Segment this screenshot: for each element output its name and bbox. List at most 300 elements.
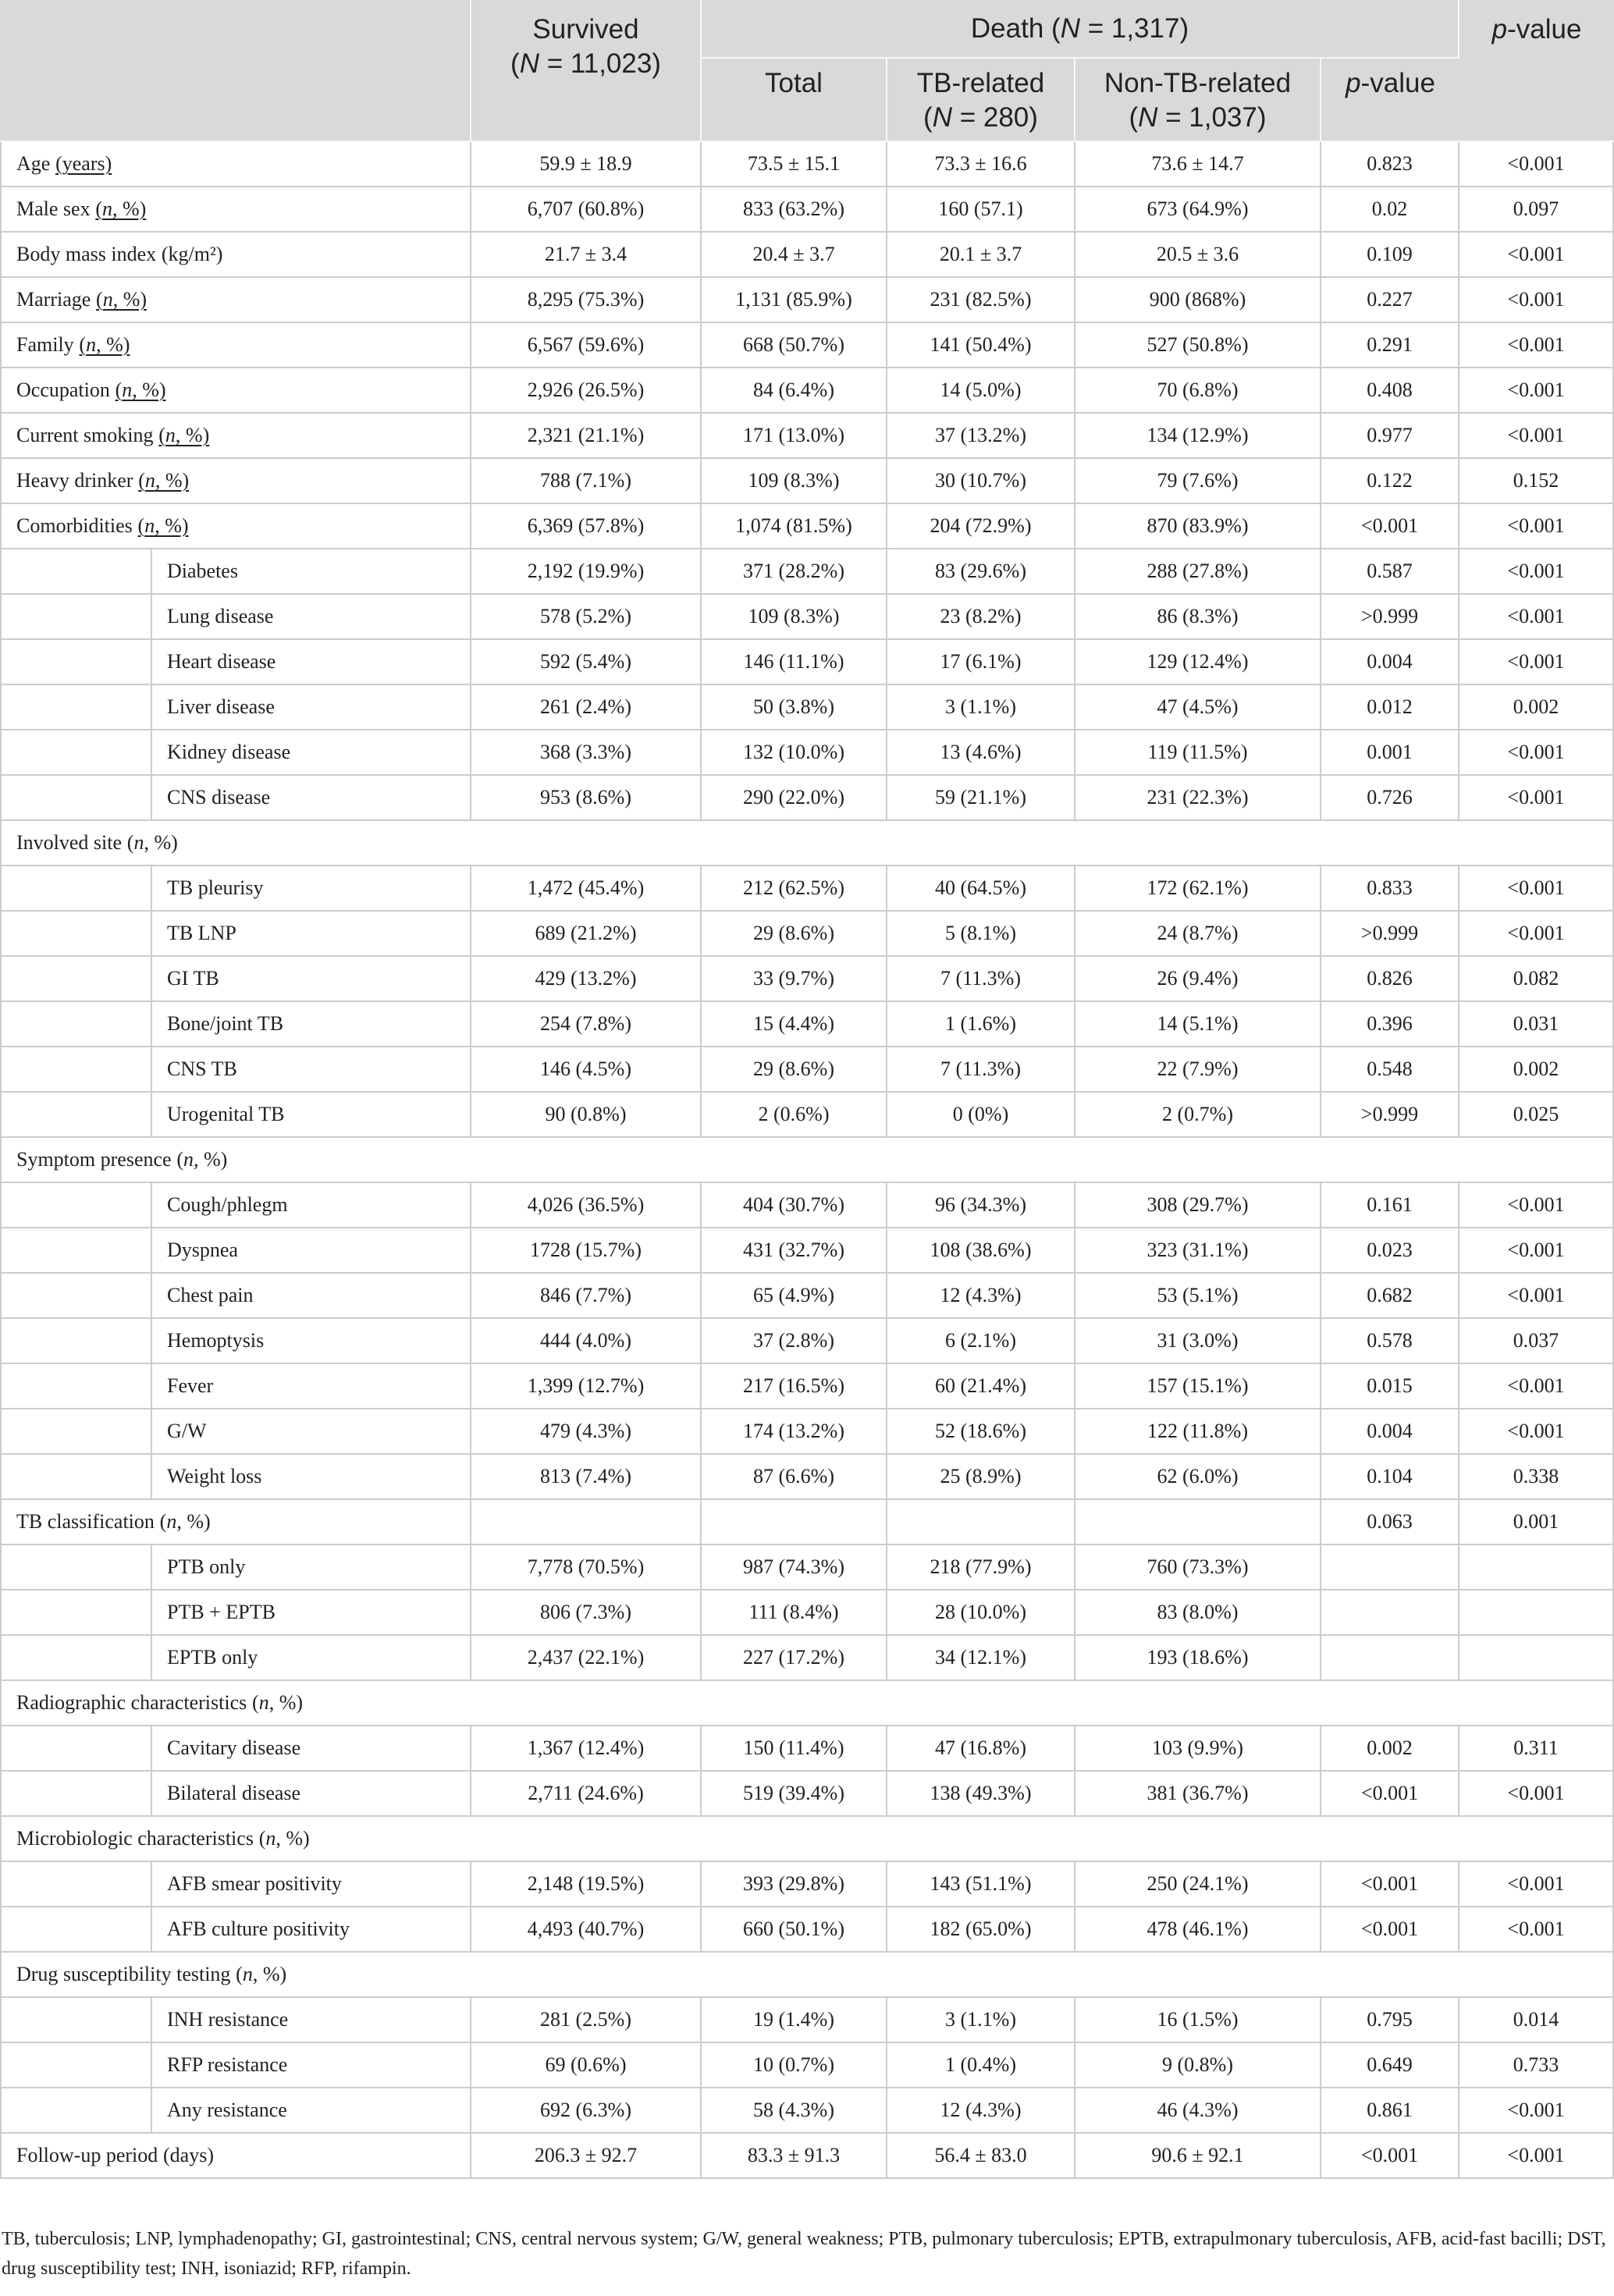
- cell-tb-related: 34 (12.1%): [887, 1636, 1075, 1681]
- cell-survived: 4,026 (36.5%): [471, 1183, 702, 1228]
- row-label-text: EPTB only: [167, 1646, 258, 1669]
- cell-p-value-overall: <0.001: [1459, 2134, 1614, 2179]
- cell-tb-related: 6 (2.1%): [887, 1319, 1075, 1364]
- cell-p-value-overall: 0.014: [1459, 1998, 1614, 2043]
- sub-row: [0, 1047, 1614, 1093]
- section-row: [0, 1138, 1614, 1183]
- table-row: [0, 414, 1614, 459]
- cell-tb-related: 5 (8.1%): [887, 912, 1075, 957]
- row-label-text: Involved site: [16, 831, 123, 854]
- row-label: [0, 1817, 1614, 1862]
- cell-survived: 6,707 (60.8%): [471, 187, 702, 233]
- row-label-text: Dyspnea: [167, 1239, 238, 1261]
- cell-p-value-death: 0.977: [1321, 414, 1459, 459]
- row-label-text: TB classification: [16, 1510, 155, 1533]
- row-label: [0, 233, 471, 278]
- cell-p-value-overall: <0.001: [1459, 142, 1614, 187]
- cell-p-value-overall: [1459, 1545, 1614, 1590]
- cell-p-value-overall: <0.001: [1459, 1228, 1614, 1274]
- cell-death-total: [702, 1500, 887, 1545]
- row-label-text: Symptom presence: [16, 1148, 172, 1171]
- italic-symbol: n: [133, 831, 144, 854]
- row-label-unit: (n, %): [158, 424, 210, 446]
- cell-p-value-death: 0.291: [1321, 323, 1459, 368]
- cell-death-total: 109 (8.3%): [702, 595, 887, 640]
- row-label: [152, 912, 471, 957]
- cell-non-tb-related: 22 (7.9%): [1075, 1047, 1321, 1093]
- sub-row: [0, 549, 1614, 595]
- cell-death-total: 132 (10.0%): [702, 730, 887, 776]
- row-label-text: Family: [16, 333, 74, 356]
- row-label-text: Hemoptysis: [167, 1329, 265, 1352]
- cell-non-tb-related: [1075, 1500, 1321, 1545]
- cell-death-total: 65 (4.9%): [702, 1274, 887, 1319]
- italic-symbol: n: [183, 1148, 194, 1171]
- row-label: [152, 1183, 471, 1228]
- cell-tb-related: 37 (13.2%): [887, 414, 1075, 459]
- cell-tb-related: 60 (21.4%): [887, 1364, 1075, 1409]
- row-label-text: Any resistance: [167, 2099, 287, 2121]
- italic-symbol: n: [122, 379, 133, 401]
- cell-p-value-overall: <0.001: [1459, 1862, 1614, 1907]
- cell-survived: 146 (4.5%): [471, 1047, 702, 1093]
- cell-tb-related: 141 (50.4%): [887, 323, 1075, 368]
- cell-p-value-overall: 0.733: [1459, 2043, 1614, 2088]
- cell-p-value-death: 0.001: [1321, 730, 1459, 776]
- cell-tb-related: 20.1 ± 3.7: [887, 233, 1075, 278]
- row-label-text: Comorbidities: [16, 514, 133, 537]
- cell-non-tb-related: 73.6 ± 14.7: [1075, 142, 1321, 187]
- cell-p-value-overall: <0.001: [1459, 233, 1614, 278]
- cell-p-value-death: 0.023: [1321, 1228, 1459, 1274]
- cell-non-tb-related: 129 (12.4%): [1075, 640, 1321, 685]
- cell-non-tb-related: 70 (6.8%): [1075, 368, 1321, 414]
- cell-death-total: 212 (62.5%): [702, 866, 887, 912]
- cell-non-tb-related: 870 (83.9%): [1075, 504, 1321, 549]
- row-label: [152, 957, 471, 1002]
- cell-tb-related: 73.3 ± 16.6: [887, 142, 1075, 187]
- italic-symbol: n: [166, 1510, 177, 1533]
- cell-p-value-overall: 0.097: [1459, 187, 1614, 233]
- italic-symbol: n: [265, 1827, 276, 1850]
- cell-death-total: 19 (1.4%): [702, 1998, 887, 2043]
- cell-survived: 1728 (15.7%): [471, 1228, 702, 1274]
- row-label: [0, 459, 471, 504]
- cell-non-tb-related: 46 (4.3%): [1075, 2088, 1321, 2134]
- cell-non-tb-related: 62 (6.0%): [1075, 1455, 1321, 1500]
- cell-tb-related: 12 (4.3%): [887, 1274, 1075, 1319]
- indent-cell: [0, 1590, 152, 1636]
- cell-death-total: 660 (50.1%): [702, 1907, 887, 1953]
- sub-row: [0, 1364, 1614, 1409]
- row-label-unit: (kg/m²): [161, 243, 223, 265]
- cell-p-value-death: 0.587: [1321, 549, 1459, 595]
- cell-tb-related: 143 (51.1%): [887, 1862, 1075, 1907]
- cell-p-value-death: >0.999: [1321, 1093, 1459, 1138]
- cell-p-value-death: 0.02: [1321, 187, 1459, 233]
- row-label: [152, 730, 471, 776]
- table-row: [0, 459, 1614, 504]
- cell-p-value-overall: <0.001: [1459, 323, 1614, 368]
- row-label-text: Radiographic characteristics: [16, 1691, 247, 1714]
- cell-survived: 444 (4.0%): [471, 1319, 702, 1364]
- cell-death-total: 58 (4.3%): [702, 2088, 887, 2134]
- cell-p-value-overall: <0.001: [1459, 912, 1614, 957]
- indent-cell: [0, 1364, 152, 1409]
- row-label-unit: (n, %): [95, 197, 147, 220]
- indent-cell: [0, 549, 152, 595]
- cell-non-tb-related: 673 (64.9%): [1075, 187, 1321, 233]
- cell-death-total: 10 (0.7%): [702, 2043, 887, 2088]
- cell-death-total: 15 (4.4%): [702, 1002, 887, 1047]
- row-label-text: PTB only: [167, 1555, 246, 1578]
- cell-tb-related: 13 (4.6%): [887, 730, 1075, 776]
- cell-tb-related: 231 (82.5%): [887, 278, 1075, 323]
- cell-death-total: 227 (17.2%): [702, 1636, 887, 1681]
- indent-cell: [0, 1002, 152, 1047]
- sub-row: [0, 1409, 1614, 1455]
- sub-row: [0, 1907, 1614, 1953]
- cell-death-total: 393 (29.8%): [702, 1862, 887, 1907]
- cell-death-total: 431 (32.7%): [702, 1228, 887, 1274]
- cell-p-value-death: 0.726: [1321, 776, 1459, 821]
- cell-non-tb-related: 14 (5.1%): [1075, 1002, 1321, 1047]
- cell-death-total: 833 (63.2%): [702, 187, 887, 233]
- italic-symbol: n: [102, 288, 113, 311]
- indent-cell: [0, 2043, 152, 2088]
- cell-p-value-death: 0.122: [1321, 459, 1459, 504]
- cell-death-total: 404 (30.7%): [702, 1183, 887, 1228]
- section-row: [0, 821, 1614, 866]
- cell-survived: 689 (21.2%): [471, 912, 702, 957]
- cell-tb-related: 12 (4.3%): [887, 2088, 1075, 2134]
- indent-cell: [0, 1455, 152, 1500]
- row-label-text: Cavitary disease: [167, 1736, 301, 1759]
- cell-non-tb-related: 90.6 ± 92.1: [1075, 2134, 1321, 2179]
- indent-cell: [0, 1409, 152, 1455]
- cell-survived: 6,567 (59.6%): [471, 323, 702, 368]
- cell-p-value-death: <0.001: [1321, 1862, 1459, 1907]
- sub-row: [0, 1726, 1614, 1772]
- cell-non-tb-related: 308 (29.7%): [1075, 1183, 1321, 1228]
- cell-survived: 6,369 (57.8%): [471, 504, 702, 549]
- cell-survived: 788 (7.1%): [471, 459, 702, 504]
- cell-p-value-death: 0.015: [1321, 1364, 1459, 1409]
- cell-p-value-overall: <0.001: [1459, 1409, 1614, 1455]
- cell-survived: 7,778 (70.5%): [471, 1545, 702, 1590]
- cell-tb-related: [887, 1500, 1075, 1545]
- cell-survived: [471, 1500, 702, 1545]
- row-label: [152, 1002, 471, 1047]
- table-row: [0, 233, 1614, 278]
- table-row: [0, 1500, 1614, 1545]
- row-label-unit: (n, %): [236, 1963, 287, 1985]
- header-death-total: [702, 59, 887, 142]
- cell-survived: 806 (7.3%): [471, 1590, 702, 1636]
- row-label-text: Marriage: [16, 288, 91, 311]
- indent-cell: [0, 1772, 152, 1817]
- cell-death-total: 171 (13.0%): [702, 414, 887, 459]
- cell-survived: 813 (7.4%): [471, 1455, 702, 1500]
- cell-p-value-overall: <0.001: [1459, 549, 1614, 595]
- row-label-text: GI TB: [167, 967, 219, 990]
- cell-death-total: 33 (9.7%): [702, 957, 887, 1002]
- section-row: [0, 1817, 1614, 1862]
- header-p-value-death: [1321, 59, 1459, 142]
- cell-p-value-overall: [1459, 1636, 1614, 1681]
- cell-death-total: 109 (8.3%): [702, 459, 887, 504]
- cell-survived: 1,399 (12.7%): [471, 1364, 702, 1409]
- cell-p-value-death: 0.161: [1321, 1183, 1459, 1228]
- row-label: [0, 1681, 1614, 1726]
- indent-cell: [0, 957, 152, 1002]
- cell-death-total: 87 (6.6%): [702, 1455, 887, 1500]
- cell-tb-related: 218 (77.9%): [887, 1545, 1075, 1590]
- cell-p-value-overall: <0.001: [1459, 1772, 1614, 1817]
- row-label: [152, 1862, 471, 1907]
- cell-tb-related: 1 (1.6%): [887, 1002, 1075, 1047]
- row-label-unit: (n, %): [137, 514, 189, 537]
- cell-tb-related: 160 (57.1): [887, 187, 1075, 233]
- sub-row: [0, 1228, 1614, 1274]
- indent-cell: [0, 1319, 152, 1364]
- italic-symbol: n: [165, 424, 176, 446]
- cell-tb-related: 25 (8.9%): [887, 1455, 1075, 1500]
- sub-row: [0, 957, 1614, 1002]
- cell-survived: 206.3 ± 92.7: [471, 2134, 702, 2179]
- row-label: [152, 1319, 471, 1364]
- italic-symbol: n: [144, 469, 155, 492]
- row-label: [152, 685, 471, 730]
- cell-tb-related: 108 (38.6%): [887, 1228, 1075, 1274]
- cell-death-total: 29 (8.6%): [702, 1047, 887, 1093]
- table-footnote: TB, tuberculosis; LNP, lymphadenopathy; GI, gastrointestinal; CNS, central nervous system; G/W, general weakness; PTB, pulmonary tuberculosis; EPTB, extrapulmonary tuberculosis, AFB, acid-fast bacilli; DST, drug susceptibility test; INH, isoniazid; RFP, rifampin.: [2, 2229, 1606, 2279]
- row-label-text: Male sex: [16, 197, 91, 220]
- italic-symbol: N: [1138, 102, 1158, 133]
- cell-death-total: 1,074 (81.5%): [702, 504, 887, 549]
- cell-p-value-overall: <0.001: [1459, 866, 1614, 912]
- row-label: [0, 414, 471, 459]
- row-label-text: AFB smear positivity: [167, 1872, 342, 1895]
- cell-p-value-overall: 0.152: [1459, 459, 1614, 504]
- cell-death-total: 987 (74.3%): [702, 1545, 887, 1590]
- row-label-text: Chest pain: [167, 1284, 254, 1306]
- row-label-text: Age: [16, 152, 51, 175]
- header-non-tb-related-n: (N = 1,037): [1129, 102, 1267, 133]
- row-label-text: Occupation: [16, 379, 110, 401]
- row-label-text: AFB culture positivity: [167, 1917, 350, 1940]
- cell-non-tb-related: 24 (8.7%): [1075, 912, 1321, 957]
- row-label-unit: (n, %): [79, 333, 130, 356]
- header-tb-related-n: (N = 280): [923, 102, 1038, 133]
- header-total-label: Total: [765, 68, 823, 98]
- cell-non-tb-related: 79 (7.6%): [1075, 459, 1321, 504]
- cell-tb-related: 17 (6.1%): [887, 640, 1075, 685]
- indent-cell: [0, 1274, 152, 1319]
- sub-row: [0, 1590, 1614, 1636]
- cell-non-tb-related: 103 (9.9%): [1075, 1726, 1321, 1772]
- cell-non-tb-related: 478 (46.1%): [1075, 1907, 1321, 1953]
- cell-non-tb-related: 20.5 ± 3.6: [1075, 233, 1321, 278]
- cell-non-tb-related: 2 (0.7%): [1075, 1093, 1321, 1138]
- cell-death-total: 668 (50.7%): [702, 323, 887, 368]
- indent-cell: [0, 912, 152, 957]
- header-tb-related: [887, 59, 1075, 142]
- cell-p-value-overall: <0.001: [1459, 640, 1614, 685]
- cell-p-value-overall: <0.001: [1459, 730, 1614, 776]
- cell-p-value-overall: <0.001: [1459, 595, 1614, 640]
- row-label: [152, 1409, 471, 1455]
- cell-p-value-death: 0.002: [1321, 1726, 1459, 1772]
- sub-row: [0, 730, 1614, 776]
- row-label-text: TB LNP: [167, 922, 236, 944]
- row-label: [152, 1590, 471, 1636]
- sub-row: [0, 1183, 1614, 1228]
- header-survived-n: (N = 11,023): [510, 48, 661, 79]
- header-blank-cell: [0, 0, 471, 142]
- cell-non-tb-related: 122 (11.8%): [1075, 1409, 1321, 1455]
- cell-non-tb-related: 26 (9.4%): [1075, 957, 1321, 1002]
- row-label-text: CNS TB: [167, 1057, 237, 1080]
- row-label-text: Liver disease: [167, 695, 275, 718]
- header-non-tb-related-label: Non-TB-related: [1104, 68, 1292, 98]
- sub-row: [0, 1772, 1614, 1817]
- row-label-text: Urogenital TB: [167, 1103, 285, 1125]
- cell-p-value-death: [1321, 1636, 1459, 1681]
- cell-p-value-death: 0.012: [1321, 685, 1459, 730]
- row-label-text: Diabetes: [167, 560, 238, 582]
- cell-survived: 261 (2.4%): [471, 685, 702, 730]
- cell-death-total: 174 (13.2%): [702, 1409, 887, 1455]
- row-label-unit: (n, %): [126, 831, 178, 854]
- cell-survived: 368 (3.3%): [471, 730, 702, 776]
- row-label-text: Current smoking: [16, 424, 154, 446]
- cell-death-total: 29 (8.6%): [702, 912, 887, 957]
- cell-p-value-death: >0.999: [1321, 912, 1459, 957]
- header-death: [702, 0, 1459, 59]
- row-label-unit: (n, %): [159, 1510, 211, 1533]
- cell-tb-related: 56.4 ± 83.0: [887, 2134, 1075, 2179]
- cell-survived: 2,192 (19.9%): [471, 549, 702, 595]
- cell-p-value-death: >0.999: [1321, 595, 1459, 640]
- cell-non-tb-related: 86 (8.3%): [1075, 595, 1321, 640]
- cell-non-tb-related: 381 (36.7%): [1075, 1772, 1321, 1817]
- cell-p-value-death: <0.001: [1321, 2134, 1459, 2179]
- indent-cell: [0, 1636, 152, 1681]
- cell-p-value-overall: <0.001: [1459, 278, 1614, 323]
- row-label: [0, 187, 471, 233]
- row-label: [152, 2088, 471, 2134]
- row-label: [0, 504, 471, 549]
- italic-symbol: N: [932, 102, 952, 133]
- sub-row: [0, 866, 1614, 912]
- cell-death-total: 519 (39.4%): [702, 1772, 887, 1817]
- row-label: [152, 866, 471, 912]
- cell-non-tb-related: 288 (27.8%): [1075, 549, 1321, 595]
- indent-cell: [0, 1093, 152, 1138]
- row-label-text: TB pleurisy: [167, 876, 264, 899]
- table-body: [0, 142, 1614, 2179]
- cell-non-tb-related: 172 (62.1%): [1075, 866, 1321, 912]
- header-survived: [471, 0, 702, 142]
- row-label-text: Weight loss: [167, 1465, 262, 1487]
- italic-symbol: p: [1346, 68, 1361, 98]
- cell-p-value-overall: <0.001: [1459, 504, 1614, 549]
- cell-p-value-death: 0.396: [1321, 1002, 1459, 1047]
- cell-p-value-death: 0.649: [1321, 2043, 1459, 2088]
- header-tb-related-label: TB-related: [916, 68, 1045, 98]
- cell-death-total: 50 (3.8%): [702, 685, 887, 730]
- header-survived-label: Survived: [532, 14, 639, 44]
- cell-survived: 578 (5.2%): [471, 595, 702, 640]
- cell-survived: 69 (0.6%): [471, 2043, 702, 2088]
- cell-death-total: 217 (16.5%): [702, 1364, 887, 1409]
- cell-p-value-death: 0.795: [1321, 1998, 1459, 2043]
- cell-p-value-overall: 0.002: [1459, 685, 1614, 730]
- section-row: [0, 1953, 1614, 1998]
- cell-non-tb-related: 83 (8.0%): [1075, 1590, 1321, 1636]
- cell-death-total: 2 (0.6%): [702, 1093, 887, 1138]
- cell-p-value-death: <0.001: [1321, 504, 1459, 549]
- sub-row: [0, 1545, 1614, 1590]
- cell-p-value-overall: <0.001: [1459, 776, 1614, 821]
- indent-cell: [0, 2088, 152, 2134]
- row-label: [152, 1636, 471, 1681]
- table-header: [0, 0, 1614, 142]
- sub-row: [0, 1002, 1614, 1047]
- sub-row: [0, 1319, 1614, 1364]
- cell-death-total: 20.4 ± 3.7: [702, 233, 887, 278]
- cell-non-tb-related: 231 (22.3%): [1075, 776, 1321, 821]
- cell-non-tb-related: 53 (5.1%): [1075, 1274, 1321, 1319]
- cell-death-total: 84 (6.4%): [702, 368, 887, 414]
- cell-p-value-death: 0.004: [1321, 640, 1459, 685]
- cell-survived: 90 (0.8%): [471, 1093, 702, 1138]
- cell-p-value-overall: [1459, 1590, 1614, 1636]
- cell-tb-related: 3 (1.1%): [887, 1998, 1075, 2043]
- row-label-text: RFP resistance: [167, 2053, 288, 2076]
- cell-p-value-death: <0.001: [1321, 1772, 1459, 1817]
- row-label-unit: (n, %): [176, 1148, 228, 1171]
- cell-p-value-death: [1321, 1590, 1459, 1636]
- header-non-tb-related: [1075, 59, 1321, 142]
- cell-p-value-overall: 0.001: [1459, 1500, 1614, 1545]
- table-row: [0, 278, 1614, 323]
- cell-survived: 1,472 (45.4%): [471, 866, 702, 912]
- cell-survived: 953 (8.6%): [471, 776, 702, 821]
- cell-non-tb-related: 9 (0.8%): [1075, 2043, 1321, 2088]
- cell-non-tb-related: 527 (50.8%): [1075, 323, 1321, 368]
- cell-non-tb-related: 134 (12.9%): [1075, 414, 1321, 459]
- indent-cell: [0, 730, 152, 776]
- cell-p-value-death: 0.104: [1321, 1455, 1459, 1500]
- cell-p-value-death: 0.578: [1321, 1319, 1459, 1364]
- row-label-text: G/W: [167, 1420, 207, 1442]
- sub-row: [0, 1093, 1614, 1138]
- cell-death-total: 73.5 ± 15.1: [702, 142, 887, 187]
- cell-tb-related: 30 (10.7%): [887, 459, 1075, 504]
- row-label-text: Bone/joint TB: [167, 1012, 284, 1035]
- cell-death-total: 290 (22.0%): [702, 776, 887, 821]
- cell-death-total: 146 (11.1%): [702, 640, 887, 685]
- cell-tb-related: 83 (29.6%): [887, 549, 1075, 595]
- cell-tb-related: 96 (34.3%): [887, 1183, 1075, 1228]
- cell-survived: 59.9 ± 18.9: [471, 142, 702, 187]
- row-label-unit: (n, %): [252, 1691, 304, 1714]
- row-label-text: CNS disease: [167, 786, 271, 809]
- row-label: [0, 368, 471, 414]
- cell-survived: 2,926 (26.5%): [471, 368, 702, 414]
